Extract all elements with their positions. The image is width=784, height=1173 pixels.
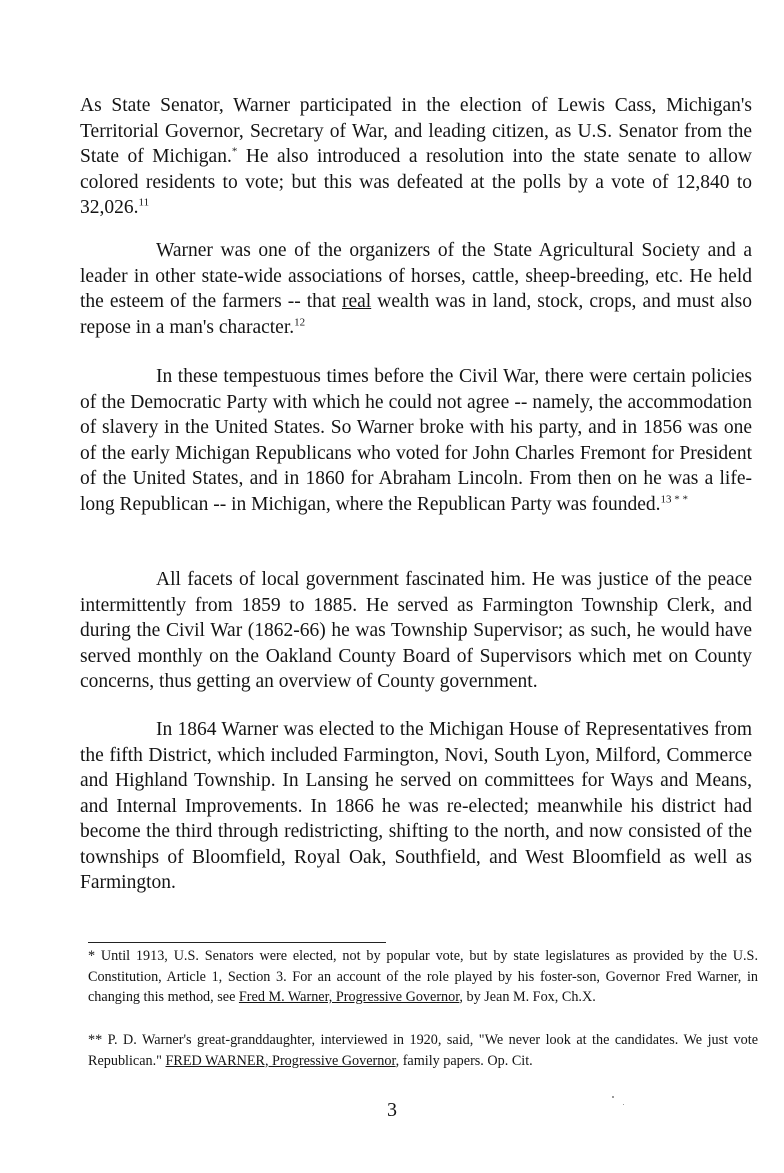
footnote-ref-12: 12 xyxy=(294,316,306,328)
paragraph-local-government: All facets of local government fascinated him. He was justice of the peace intermittently from 1859 to 1885. He served as Farmington Township Clerk, and during the Civil War (1862-66) he was Township Supervisor; as such, he would have served monthly on the Oakland County Board of Supervisors which met on County concerns, thus getting an overview of County government. xyxy=(80,569,752,692)
paragraph-agricultural-society: Warner was one of the organizers of the State Agricultural Society and a leader in other state-wide associations of horses, cattle, sheep-breeding, etc. He held the esteem of the farmers -- that real wealth was in land, stock, crops, and must also repose in a man's character.$^{12}$ xyxy=(80,240,752,338)
footnote-ref-11: 11 xyxy=(138,196,150,209)
paragraph-state-senator: As State Senator, Warner participated in the election of Lewis Cass, Michigan's Territorial Governor, Secretary of War, and leading citizen, as U.S. Senator from the State of Michigan.* He also introduced a resolution into the state senate to allow colored residents to vote; but this was defeated at the polls by a vote of 12,840 to 32,026.11 xyxy=(80,95,752,218)
footnote-book-title: Fred M. Warner, Progressive Governor xyxy=(238,989,460,1005)
page-number: 3 xyxy=(387,1099,397,1121)
footnote-great-granddaughter: ** P. D. Warner's great-granddaughter, interviewed in 1920, said, "We never look at the candidates. We just vote Republican." FRED WARNER, Progressive Governor, family papers. Op. Cit. xyxy=(88,1032,758,1069)
scan-speck xyxy=(612,1096,614,1098)
scan-speck xyxy=(623,1104,624,1105)
paragraph-civil-war: In these tempestuous times before the Civil War, there were certain policies of the Democratic Party with which he could not agree -- namely, the accommodation of slavery in the United States. So Warner broke with his party, and in 1856 was one of the early Michigan Republicans who voted for John Charles Fremont for President of the United States, and in 1860 for Abraham Lincoln. From then on he was a life-long Republican -- in Michigan, where the Republican Party was founded.$^{13 * *}$ xyxy=(80,366,752,515)
underlined-word-real: real xyxy=(341,291,372,312)
footnote-papers-title: FRED WARNER, Progressive Governor xyxy=(165,1052,396,1069)
footnote-senators: * Until 1913, U.S. Senators were elected, not by popular vote, but by state legislatures as provided by the U.S. Constitution, Article 1, Section 3. For an account of the role played by his foster-son, Governor Fred Warner, in changing this method, see Fred M. Warner, Progressive Governor, by Jean M. Fox, Ch.X. xyxy=(88,948,758,1005)
footnote-ref-13: 13 * * xyxy=(660,493,689,505)
footnote-separator xyxy=(88,942,386,943)
paragraph-house-of-representatives: In 1864 Warner was elected to the Michigan House of Representatives from the fifth District, which included Farmington, Novi, South Lyon, Milford, Commerce and Highland Township. In Lansing he served on committees for Ways and Means, and Internal Improvements. In 1866 he was re-elected; meanwhile his district had become the third through redistricting, shifting to the north, and now consisted of the townships of Bloomfield, Royal Oak, Southfield, and West Bloomfield as well as Farmington. xyxy=(80,719,752,893)
footnote-marker-asterisk: * xyxy=(231,145,238,158)
